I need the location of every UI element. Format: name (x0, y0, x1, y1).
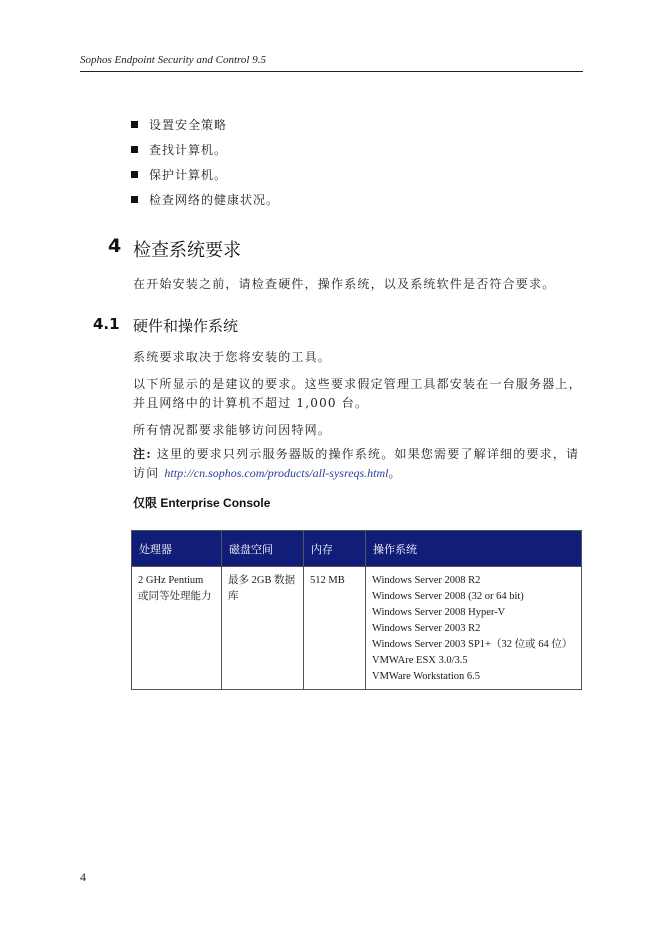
paragraph-note: 注: 这里的要求只列示服务器版的操作系统。如果您需要了解详细的要求，请 访问 http://cn.sophos.com/products/all-sysreqs.html。 (133, 447, 580, 480)
square-bullet-icon (131, 146, 138, 153)
header-memory: 内存 (304, 531, 366, 567)
list-item: 查找计算机。 (131, 137, 279, 162)
table-caption: 仅限 Enterprise Console (133, 496, 271, 510)
list-item: 设置安全策略 (131, 112, 279, 137)
section-4-intro: 在开始安装之前，请检查硬件，操作系统，以及系统软件是否符合要求。 (133, 277, 556, 291)
square-bullet-icon (131, 121, 138, 128)
os-entry: Windows Server 2008 R2 (372, 575, 481, 586)
section-4-title: 检查系统要求 (133, 240, 241, 261)
running-header: Sophos Endpoint Security and Control 9.5 (80, 54, 266, 66)
os-entry: VMWare Workstation 6.5 (372, 671, 481, 682)
header-os: 操作系统 (366, 531, 582, 567)
square-bullet-icon (131, 196, 138, 203)
requirements-table (131, 530, 582, 690)
paragraph-tools: 系统要求取决于您将安装的工具。 (133, 350, 332, 364)
header-processor: 处理器 (132, 531, 222, 567)
note-label: 注: (133, 447, 152, 461)
section-4-1-title: 硬件和操作系统 (133, 317, 239, 335)
cell-processor: 2 GHz Pentium 或同等处理能力 (132, 567, 222, 690)
os-entry: Windows Server 2008 Hyper-V (372, 607, 506, 618)
os-entry: Windows Server 2003 SP1+（32 位或 64 位） (372, 639, 573, 650)
list-item: 检查网络的健康状况。 (131, 187, 279, 212)
section-4-1-number: 4.1 (93, 315, 120, 333)
os-entry: VMWAre ESX 3.0/3.5 (372, 655, 468, 666)
os-entry: Windows Server 2003 R2 (372, 623, 481, 634)
os-entry: Windows Server 2008 (32 or 64 bit) (372, 591, 524, 602)
paragraph-recommended: 以下所显示的是建议的要求。这些要求假定管理工具都安装在一台服务器上， 并且网络中的计算机不超过 1,000 台。 (133, 377, 582, 410)
square-bullet-icon (131, 171, 138, 178)
bullet-list (131, 112, 279, 212)
table-row (132, 567, 582, 690)
list-item: 保护计算机。 (131, 162, 279, 187)
page-number: 4 (80, 870, 86, 884)
cell-os (366, 567, 582, 690)
header-rule (80, 71, 583, 72)
cell-memory: 512 MB (304, 567, 366, 690)
cell-disk-space: 最多 2GB 数据 库 (222, 567, 304, 690)
section-4-number: 4 (108, 235, 122, 257)
header-disk-space: 磁盘空间 (222, 531, 304, 567)
sysreqs-link[interactable]: http://cn.sophos.com/products/all-sysreqs.html (164, 466, 389, 480)
paragraph-internet: 所有情况都要求能够访问因特网。 (133, 423, 332, 437)
